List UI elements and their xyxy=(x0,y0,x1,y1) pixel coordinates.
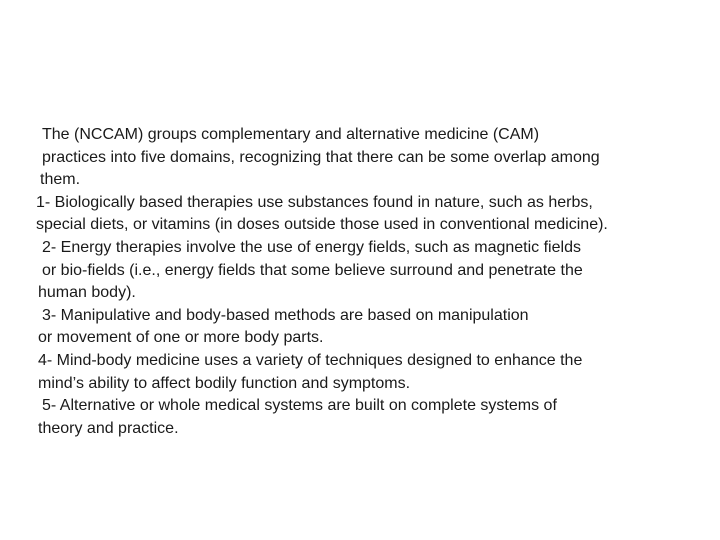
text-line: theory and practice. xyxy=(38,419,179,437)
text-line: or movement of one or more body parts. xyxy=(38,329,324,347)
text-line: 5- Alternative or whole medical systems are built on complete systems of xyxy=(42,397,557,415)
text-line: The (NCCAM) groups complementary and alternative medicine (CAM) xyxy=(42,126,540,143)
text-line: practices into five domains, recognizing that there can be some overlap among xyxy=(42,148,600,166)
text-line: or bio-fields (i.e., energy fields that some believe surround and penetrate the xyxy=(42,261,583,279)
text-line: special diets, or vitamins (in doses outside those used in conventional medicine). xyxy=(36,216,608,234)
text-line: 4- Mind-body medicine uses a variety of techniques designed to enhance the xyxy=(38,351,583,369)
text-line: 2- Energy therapies involve the use of energy fields, such as magnetic fields xyxy=(42,238,581,256)
body-text xyxy=(36,124,676,440)
text-line: 3- Manipulative and body-based methods are based on manipulation xyxy=(42,306,529,324)
text-line: mind’s ability to affect bodily function and symptoms. xyxy=(38,374,411,392)
text-line: 1- Biologically based therapies use substances found in nature, such as herbs, xyxy=(36,193,593,211)
text-line: them. xyxy=(40,171,81,189)
text-line: human body). xyxy=(38,284,136,302)
